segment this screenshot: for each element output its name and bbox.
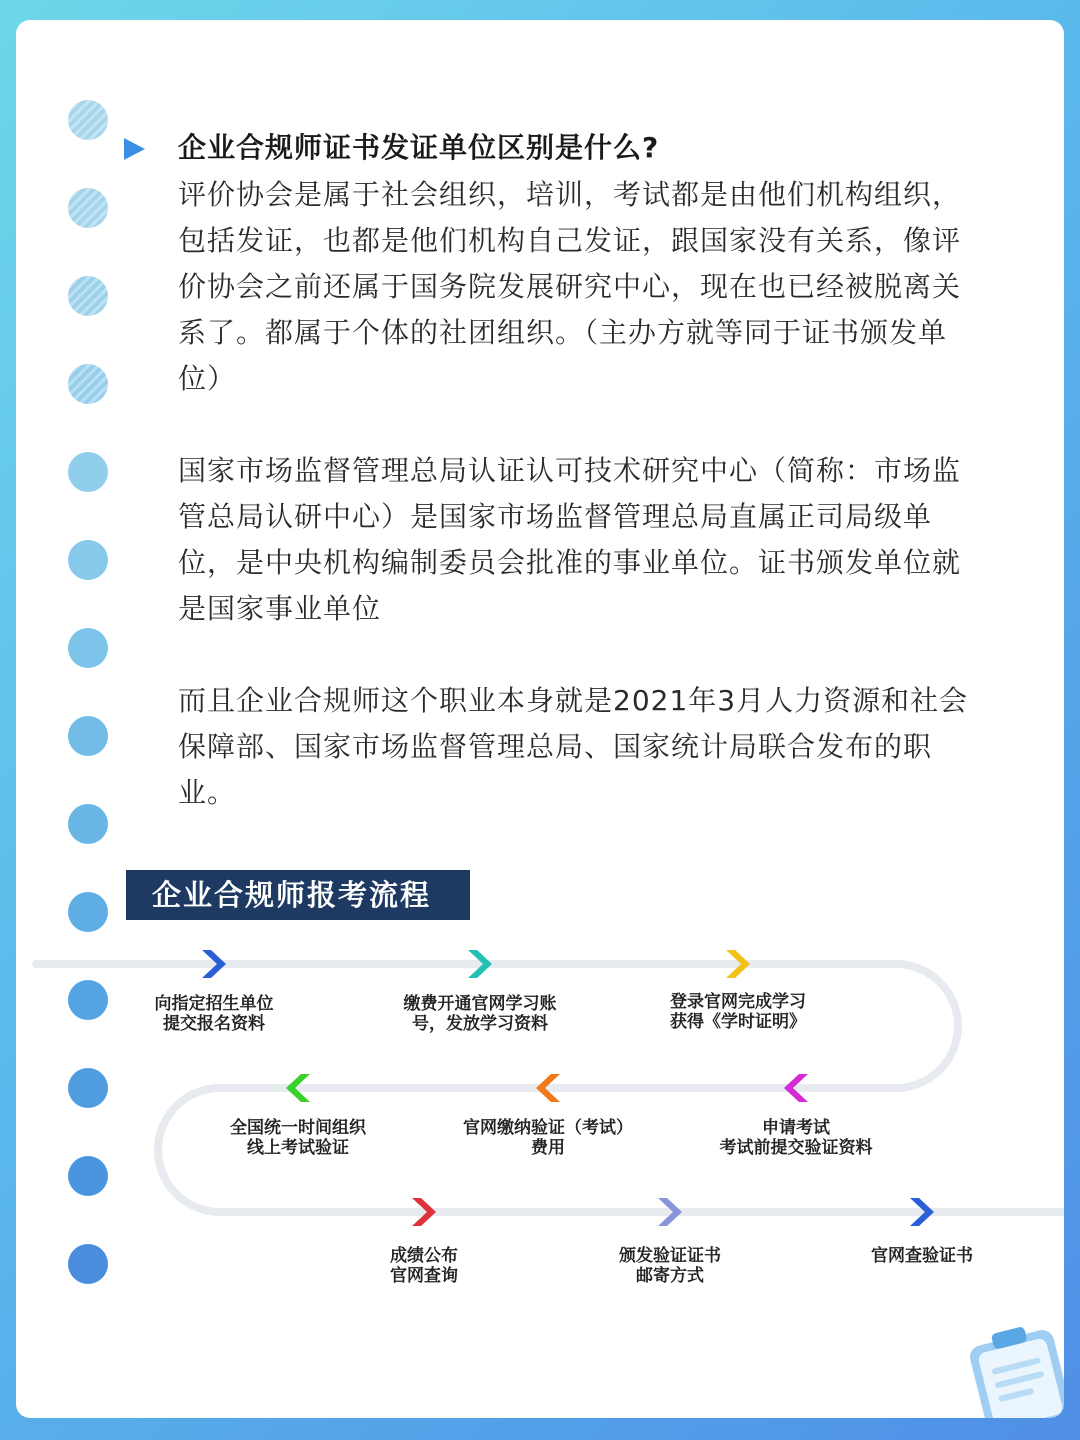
- process-step-label: 登录官网完成学习 获得《学时证明》: [670, 992, 806, 1032]
- paragraph-line: 包括发证，也都是他们机构自己发证，跟国家没有关系，像评: [178, 224, 962, 257]
- section-heading: 企业合规师证书发证单位区别是什么?: [178, 131, 660, 164]
- process-step-label: 申请考试 考试前提交验证资料: [719, 1118, 873, 1158]
- paragraph-line: 管总局认研中心）是国家市场监督管理总局直属正司局级单: [178, 500, 933, 533]
- clipboard-icon: [962, 1322, 1064, 1418]
- paragraph-line: 是国家事业单位: [178, 592, 382, 625]
- paragraph-line: 评价协会是属于社会组织，培训，考试都是由他们机构组织，: [178, 178, 962, 211]
- paragraph-line: 而且企业合规师这个职业本身就是2021年3月人力资源和社会: [178, 684, 969, 717]
- paragraph-line: 位，是中央机构编制委员会批准的事业单位。证书颁发单位就: [178, 546, 962, 579]
- paragraph-line: 保障部、国家市场监督管理总局、国家统计局联合发布的职: [178, 730, 933, 763]
- paragraph-line: 系了。都属于个体的社团组织。（主办方就等同于证书颁发单: [178, 316, 948, 349]
- paragraph-line: 国家市场监督管理总局认证认可技术研究中心（简称：市场监: [178, 454, 962, 487]
- process-step-label: 成绩公布 官网查询: [390, 1246, 458, 1286]
- process-banner: 企业合规师报考流程: [126, 870, 470, 920]
- paragraph-line: 业。: [178, 776, 237, 809]
- process-flow-diagram: [16, 20, 1064, 1418]
- process-step-label: 向指定招生单位 提交报名资料: [154, 994, 274, 1034]
- process-step-label: 官网缴纳验证（考试） 费用: [463, 1118, 633, 1158]
- process-step-label: 颁发验证证书 邮寄方式: [619, 1246, 721, 1286]
- process-step-label: 缴费开通官网学习账 号，发放学习资料: [403, 994, 557, 1034]
- paragraph-line: 价协会之前还属于国务院发展研究中心，现在也已经被脱离关: [178, 270, 962, 303]
- paragraph-line: 位）: [178, 362, 237, 395]
- process-step-label: 官网查验证书: [871, 1246, 973, 1266]
- content-card: [16, 20, 1064, 1418]
- process-step-label: 全国统一时间组织 线上考试验证: [230, 1118, 366, 1158]
